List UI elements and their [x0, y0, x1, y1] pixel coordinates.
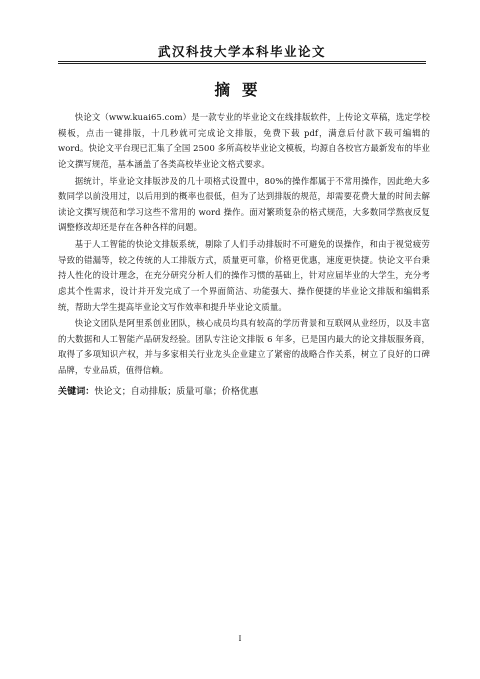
header-rule — [58, 61, 426, 64]
abstract-title: 摘要 — [214, 81, 270, 99]
abstract-paragraph-3: 基于人工智能的快论文排版系统，剔除了人们手动排版时不可避免的误操作，和由于视觉疲劳导致的错漏等，较之传统的人工排版方式，质量更可靠，价格更优惠，速度更快捷。快论文平台秉持人性化的设计理念，在充分研究分析人们的操作习惯的基础上，针对应届毕业的大学生，充分考虑其个性需求，设计并开发完成了一个界面简洁、功能强大、操作便捷的毕业论文排版和编辑系统，帮助大学生提高毕业论文写作效率和提升毕业论文质量。 — [58, 239, 430, 312]
abstract-body — [58, 110, 430, 400]
abstract-paragraph-4: 快论文团队是阿里系创业团队，核心成员均具有较高的学历背景和互联网从业经历，以及丰富的大数据和人工智能产品研发经验。团队专注论文排版 6 年多，已是国内最大的论文排版服务商，取得了多项知识产权，并与多家相关行业龙头企业建立了紧密的战略合作关系，树立了良好的口碑品牌，专业品质，值得信赖。 — [58, 318, 430, 376]
keywords-label: 关键词： — [58, 386, 95, 397]
running-header: 武汉科技大学本科毕业论文 — [157, 44, 326, 59]
abstract-paragraph-2: 据统计，毕业论文排版涉及的几十项格式设置中，80%的操作都属于不常用操作，因此绝大多数同学以前没用过，以后用到的概率也很低，但为了达到排版的规范，却需要花费大量的时间去解读论文撰写规范和学习这些不常用的 word 操作。面对繁琐复杂的格式规范，大多数同学熬夜反复调整修改却还是存在各种各样的问题。 — [58, 175, 430, 233]
keywords-list: 快论文；自动排版；质量可靠；价格优惠 — [94, 386, 259, 397]
keywords-line — [58, 385, 430, 401]
page-number: I — [238, 634, 242, 643]
abstract-paragraph-1: 快论文（www.kuai65.com）是一款专业的毕业论文在线排版软件，上传论文草稿，选定学校模板，点击一键排版，十几秒就可完成论文排版，免费下载 pdf，满意后付款下载可编辑的 word。快论文平台现已汇集了全国 2500 多所高校毕业论文模板，均源自各校官方最新发布的毕业论文撰写规范，基本涵盖了各类高校毕业论文格式要求。 — [58, 112, 430, 169]
